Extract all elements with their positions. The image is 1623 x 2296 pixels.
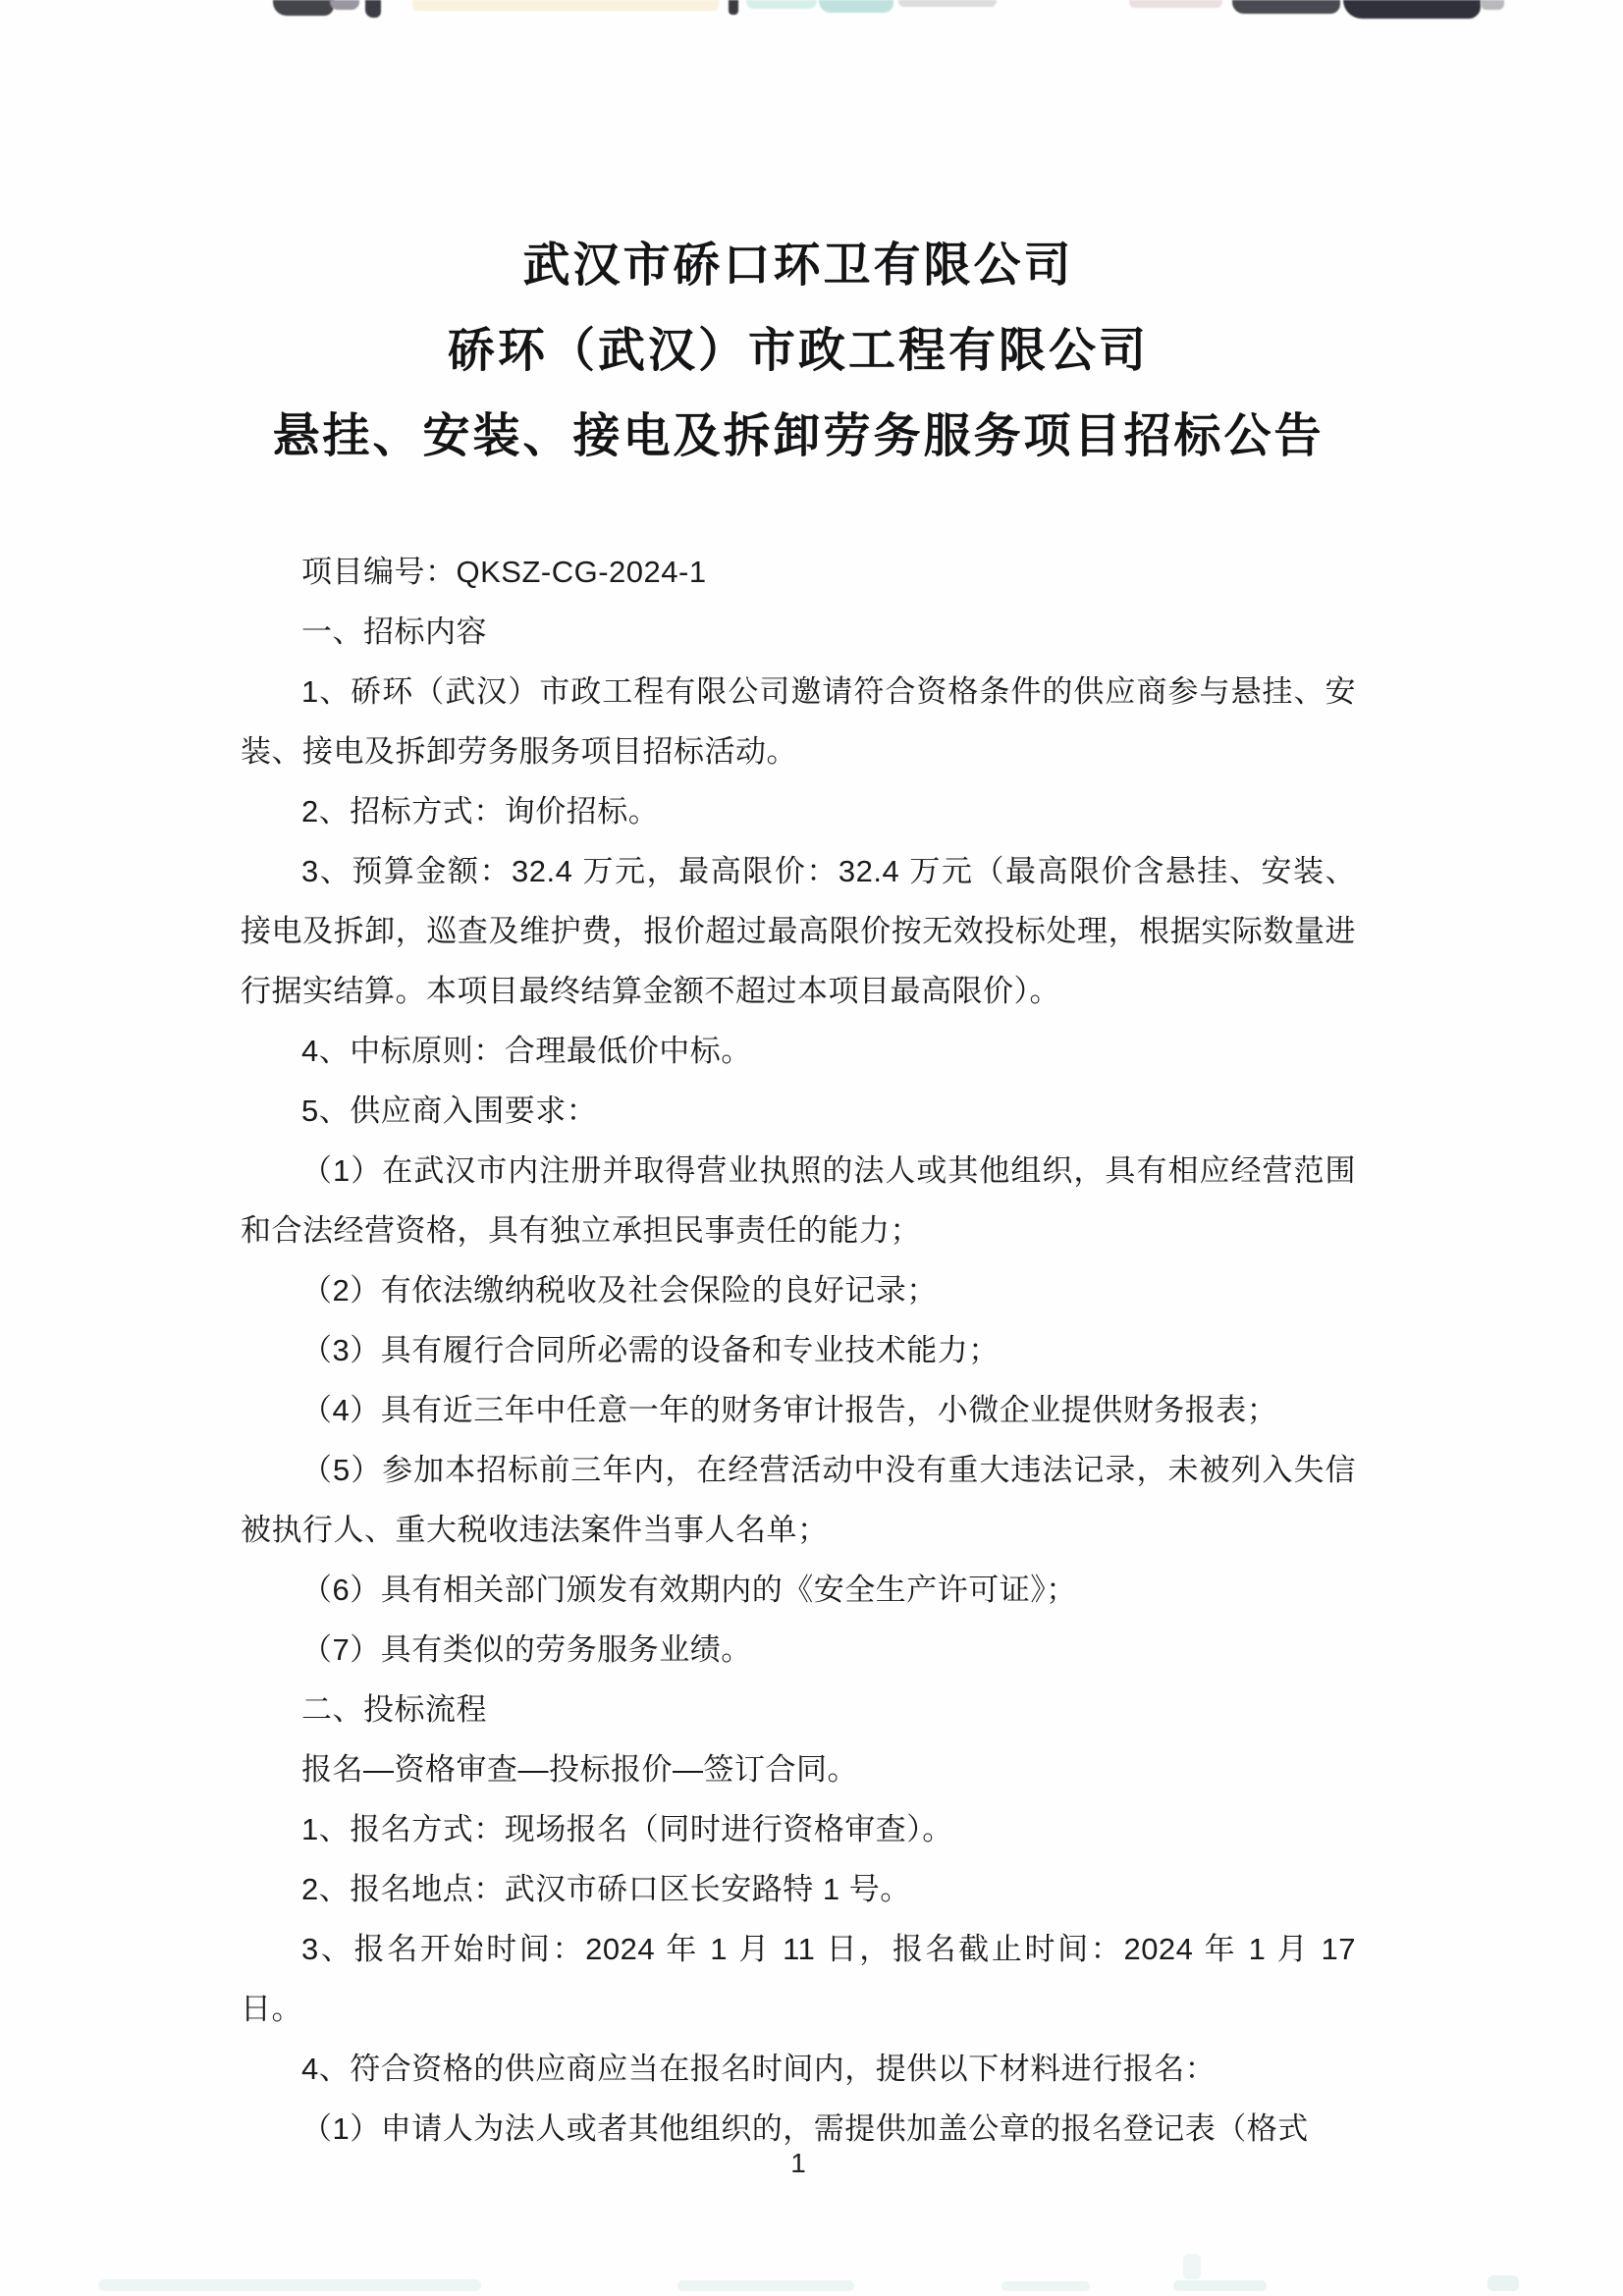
para-tender-item-5: 5、供应商入围要求： [301, 1094, 598, 1128]
para-tender-item-4: 4、中标原则：合理最低价中标。 [301, 1034, 752, 1068]
para-tender-item-3: 3、预算金额：32.4 万元，最高限价：32.4 万元（最高限价含悬挂、安装、接电及拆卸，巡查及维护费，报价超过最高限价按无效投标处理，根据实际数量进行据实结算。本项目最终结算金额不超过本项目最高限价）。 [241, 854, 1356, 1008]
scan-artifact [729, 0, 738, 15]
para-requirement-6: （6）具有相关部门颁发有效期内的《安全生产许可证》； [301, 1573, 1077, 1607]
scan-artifact [1173, 2280, 1267, 2291]
para-step-3: 3、报名开始时间：2024 年 1 月 11 日，报名截止时间：2024 年 1 月 17 日。 [241, 1932, 1356, 2026]
para-requirement-2: （2）有依法缴纳税收及社会保险的良好记录； [301, 1273, 938, 1308]
para-tender-item-2: 2、招标方式：询价招标。 [301, 794, 660, 828]
doc-title-line-2: 硚环（武汉）市政工程有限公司 [447, 325, 1149, 377]
scan-artifact [1183, 2254, 1201, 2279]
para-section-1-heading: 一、招标内容 [301, 614, 487, 649]
scan-artifact [98, 2279, 481, 2291]
para-tender-item-1: 1、硚环（武汉）市政工程有限公司邀请符合资格条件的供应商参与悬挂、安装、接电及拆卸劳务服务项目招标活动。 [241, 674, 1356, 769]
page-number: 1 [790, 2148, 806, 2178]
scan-artifact [898, 0, 997, 7]
scan-artifact [746, 0, 817, 9]
para-step-1: 1、报名方式：现场报名（同时进行资格审查）。 [301, 1812, 953, 1846]
para-requirement-5: （5）参加本招标前三年内，在经营活动中没有重大违法记录，未被列入失信被执行人、重大税收违法案件当事人名单； [241, 1453, 1356, 1547]
scan-artifact [1343, 0, 1481, 19]
scan-artifact [365, 0, 381, 18]
doc-title-line-1: 武汉市硚口环卫有限公司 [522, 240, 1074, 292]
document-body [241, 542, 1356, 2159]
scan-artifact [1129, 0, 1222, 8]
scan-artifact [819, 0, 893, 13]
para-material-1: （1）申请人为法人或者其他组织的，需提供加盖公章的报名登记表（格式 [301, 2111, 1309, 2146]
scan-artifact [330, 0, 359, 10]
para-process-flow: 报名—资格审查—投标报价—签订合同。 [301, 1752, 858, 1787]
para-step-2: 2、报名地点：武汉市硚口区长安路特 1 号。 [301, 1872, 911, 1906]
scan-artifact [1232, 0, 1340, 14]
para-requirement-3: （3）具有履行合同所必需的设备和专业技术能力； [301, 1333, 1000, 1367]
para-requirement-7: （7）具有类似的劳务服务业绩。 [301, 1632, 752, 1667]
scan-artifact [1488, 2275, 1519, 2291]
scan-artifact [1001, 2281, 1090, 2291]
document-title [241, 223, 1356, 479]
para-requirement-1: （1）在武汉市内注册并取得营业执照的法人或其他组织，具有相应经营范围和合法经营资格，具有独立承担民事责任的能力； [241, 1153, 1356, 1248]
scan-artifact [1481, 0, 1504, 10]
scan-artifact [273, 0, 334, 16]
para-section-2-heading: 二、投标流程 [301, 1692, 487, 1727]
para-project-number: 项目编号：QKSZ-CG-2024-1 [301, 555, 707, 589]
para-requirement-4: （4）具有近三年中任意一年的财务审计报告，小微企业提供财务报表； [301, 1393, 1278, 1427]
doc-title-line-3: 悬挂、安装、接电及拆卸劳务服务项目招标公告 [272, 410, 1325, 462]
scan-artifact [412, 0, 719, 11]
para-step-4: 4、符合资格的供应商应当在报名时间内，提供以下材料进行报名： [301, 2052, 1217, 2086]
scan-artifact [677, 2280, 854, 2291]
